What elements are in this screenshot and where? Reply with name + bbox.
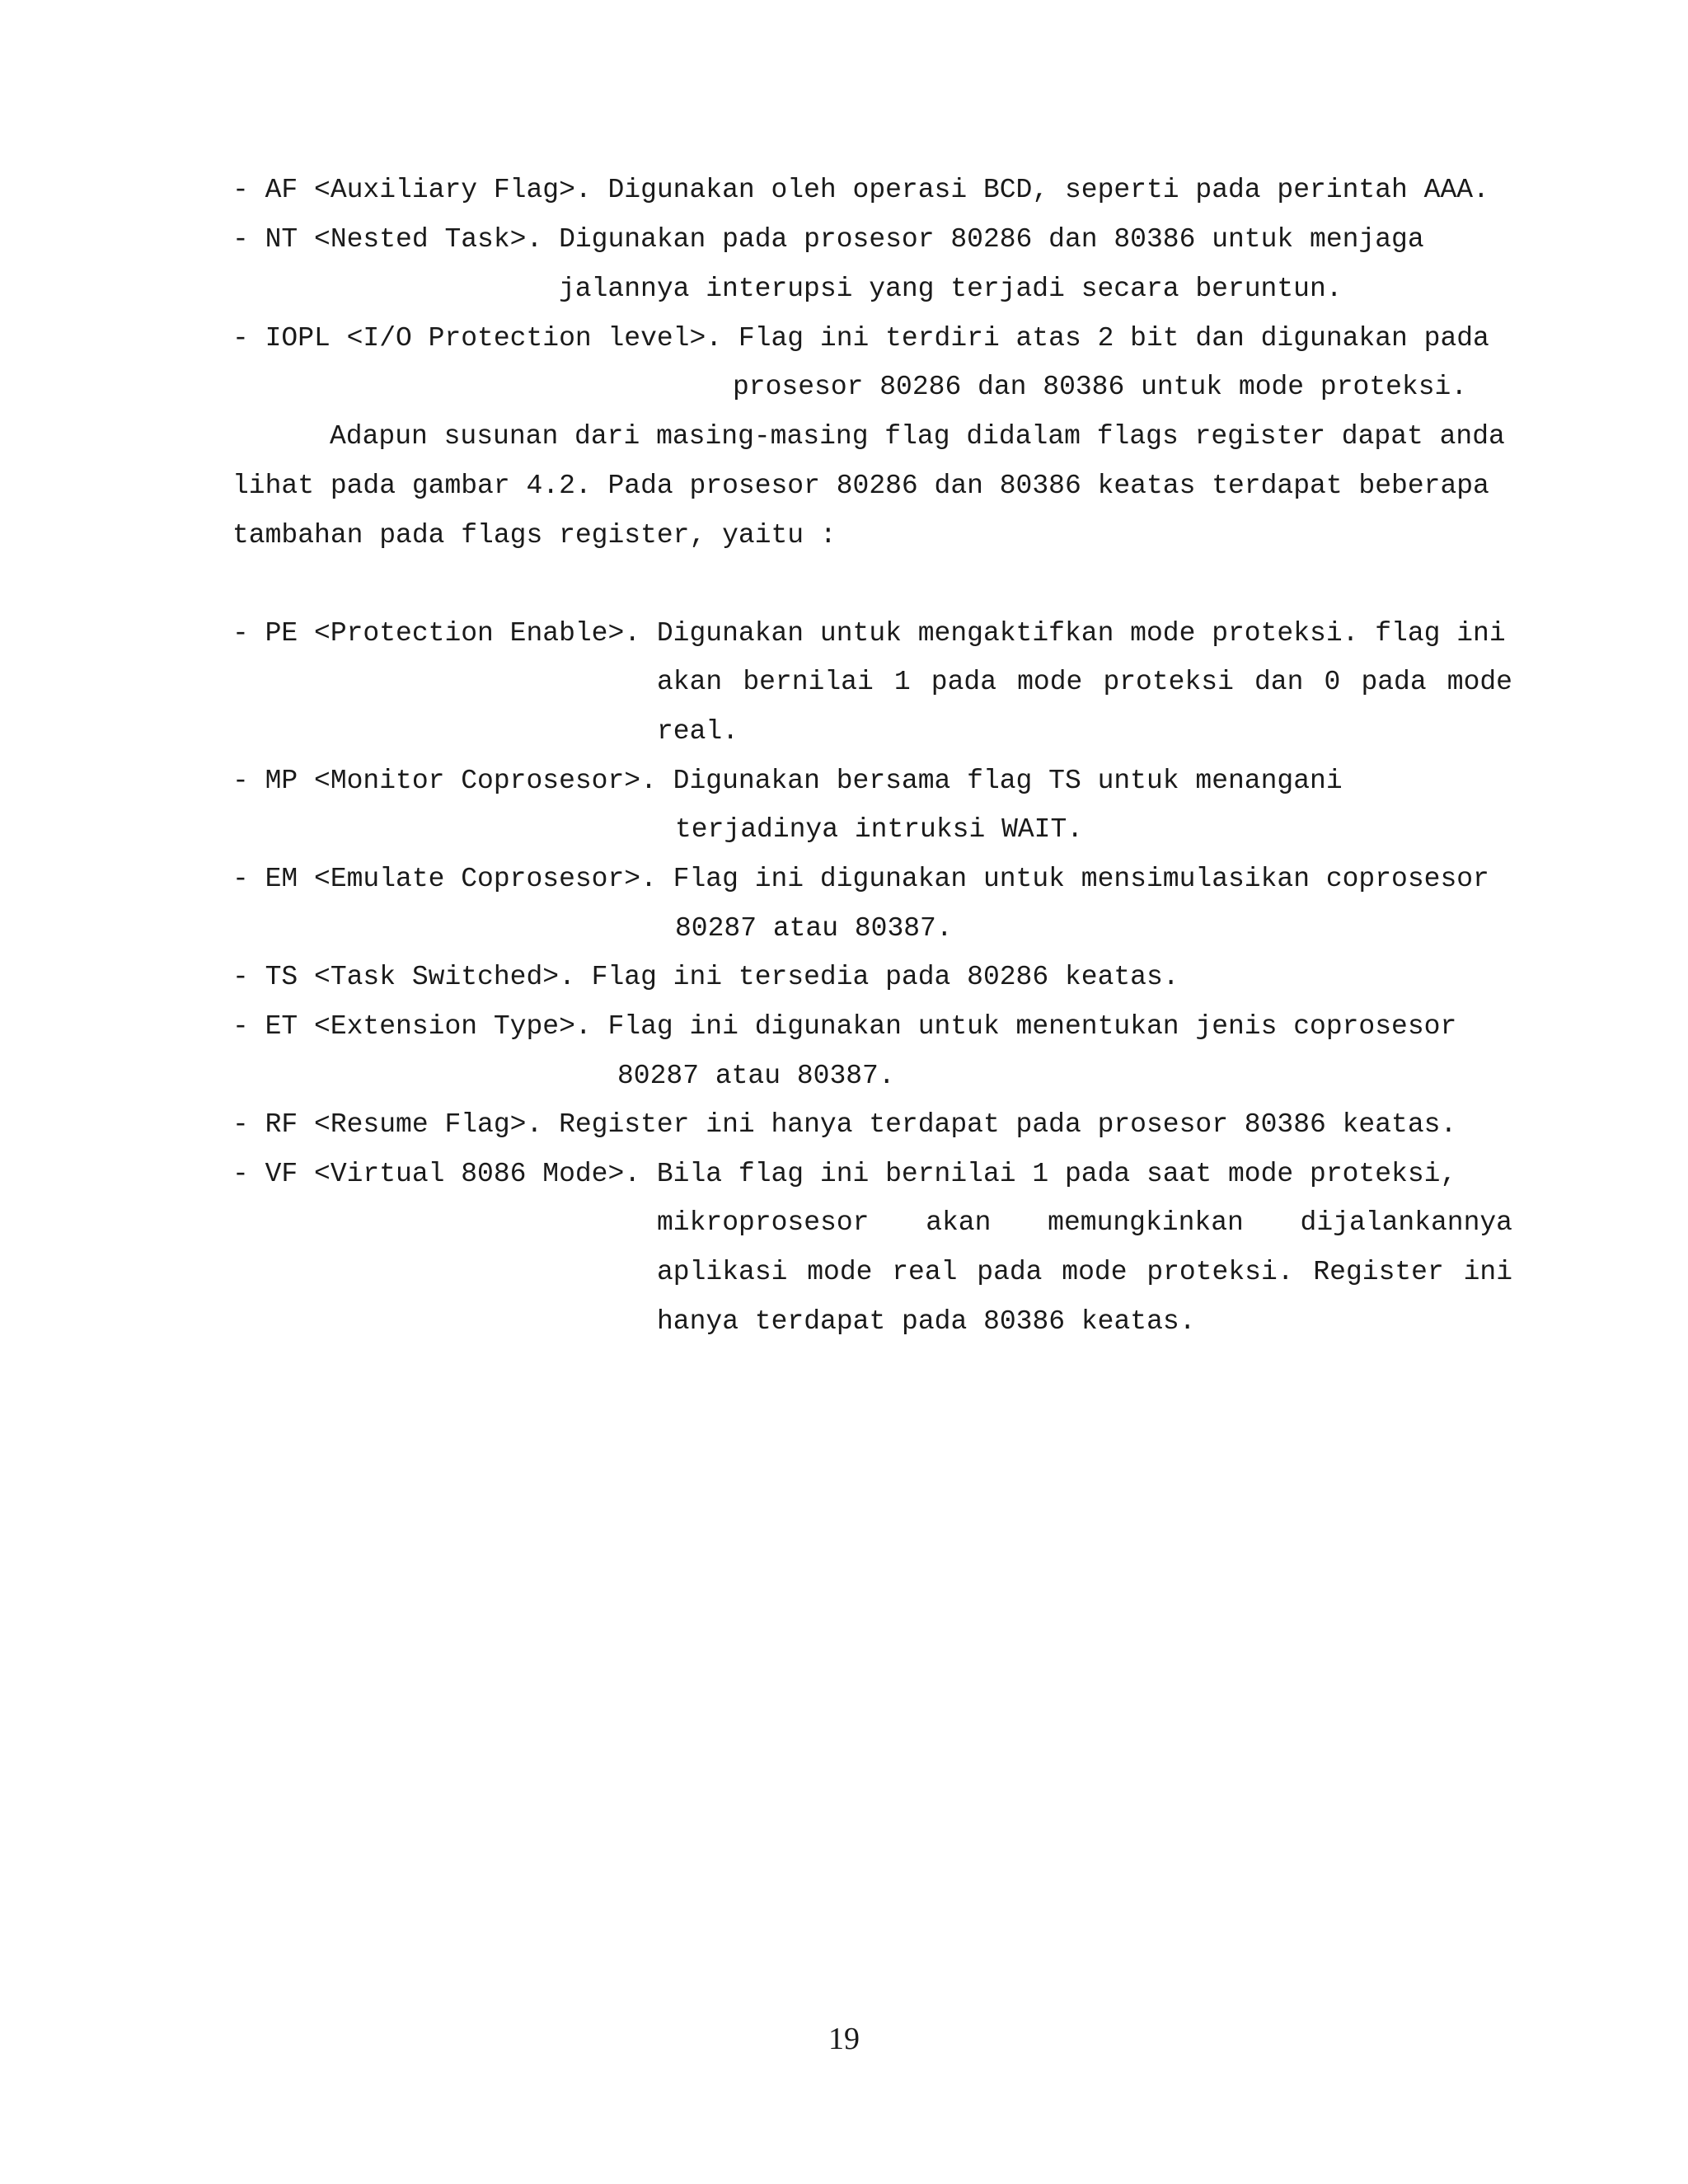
paragraph-line-3: tambahan pada flags register, yaitu :: [232, 520, 837, 551]
paragraph-line-1: Adapun susunan dari masing-masing flag didalam flags register dapat anda: [330, 421, 1505, 452]
et-flag-line: - ET <Extension Type>. Flag ini digunakan untuk menentukan jenis coprosesor: [232, 1011, 1457, 1042]
page-number: 19: [828, 2022, 860, 2056]
pe-flag-line: - PE <Protection Enable>. Digunakan untuk mengaktifkan mode proteksi. flag ini: [232, 618, 1506, 649]
ts-flag-line: - TS <Task Switched>. Flag ini tersedia pada 80286 keatas.: [232, 962, 1179, 992]
nt-flag-line: - NT <Nested Task>. Digunakan pada prosesor 80286 dan 80386 untuk menjaga: [232, 224, 1424, 255]
em-flag-line: - EM <Emulate Coprosesor>. Flag ini digunakan untuk mensimulasikan coprosesor: [232, 864, 1489, 894]
iopl-flag-continuation: prosesor 80286 dan 80386 untuk mode proteksi.: [733, 372, 1468, 402]
vf-flag-line: - VF <Virtual 8086 Mode>. Bila flag ini bernilai 1 pada saat mode proteksi,: [232, 1159, 1457, 1189]
pe-flag-continuation-1: akan bernilai 1 pada mode proteksi dan 0 pada mode: [657, 667, 1512, 697]
rf-flag-line: - RF <Resume Flag>. Register ini hanya terdapat pada prosesor 80386 keatas.: [232, 1109, 1457, 1140]
af-flag-line: - AF <Auxiliary Flag>. Digunakan oleh operasi BCD, seperti pada perintah AAA.: [232, 175, 1489, 205]
mp-flag-line: - MP <Monitor Coprosesor>. Digunakan bersama flag TS untuk menangani: [232, 766, 1343, 796]
em-flag-continuation: 80287 atau 80387.: [675, 913, 953, 944]
et-flag-continuation: 80287 atau 80387.: [617, 1061, 895, 1091]
vf-flag-continuation-2: aplikasi mode real pada mode proteksi. Register ini: [657, 1257, 1512, 1287]
vf-flag-continuation-1: mikroprosesor akan memungkinkan dijalankannya: [657, 1207, 1512, 1238]
nt-flag-continuation: jalannya interupsi yang terjadi secara beruntun.: [559, 274, 1343, 304]
iopl-flag-line: - IOPL <I/O Protection level>. Flag ini terdiri atas 2 bit dan digunakan pada: [232, 323, 1489, 354]
pe-flag-continuation-2: real.: [657, 716, 739, 747]
vf-flag-continuation-3: hanya terdapat pada 80386 keatas.: [657, 1306, 1196, 1337]
paragraph-line-2: lihat pada gambar 4.2. Pada prosesor 80286 dan 80386 keatas terdapat beberapa: [232, 471, 1489, 501]
mp-flag-continuation: terjadinya intruksi WAIT.: [675, 814, 1084, 845]
